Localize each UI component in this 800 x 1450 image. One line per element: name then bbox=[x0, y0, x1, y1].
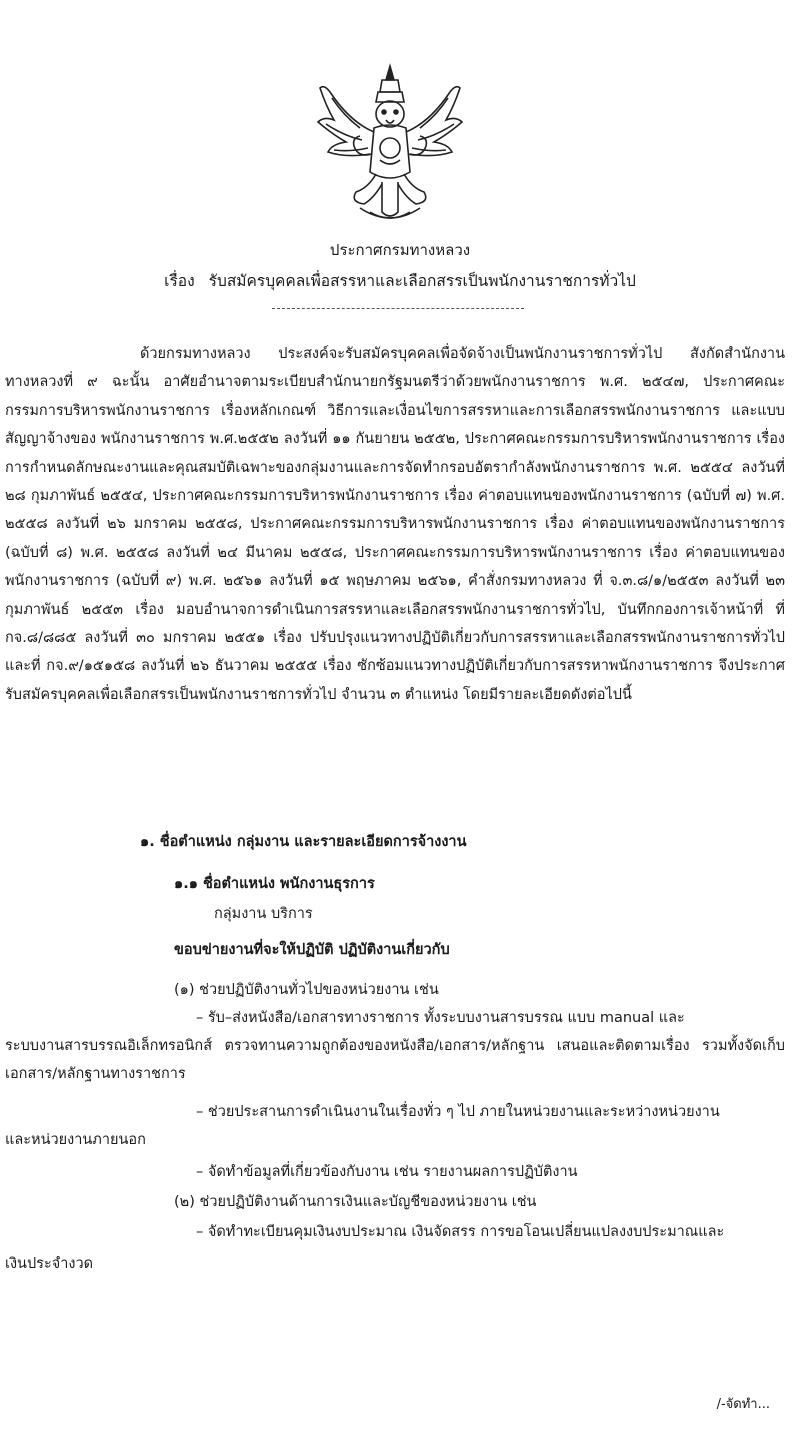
intro-paragraph bbox=[5, 340, 785, 709]
garuda-emblem-icon bbox=[310, 62, 470, 227]
item1-bullet1-rest: ระบบงานสารบรรณอิเล็กทรอนิกส์ ตรวจทานความถูกต้องของหนังสือ/เอกสาร/หลักฐาน เสนอและติดตามเรื่อง รวมทั้งจัดเก็บเอกสาร/หลักฐานทางราชการ bbox=[5, 1038, 785, 1082]
intro-text: ด้วยกรมทางหลวง ประสงค์จะรับสมัครบุคคลเพื่อจัดจ้างเป็นพนักงานราชการทั่วไป สังกัดสำนักงานทางหลวงที่ ๙ ฉะนั้น อาศัยอำนาจตามระเบียบสำนักนายกรัฐมนตรีว่าด้วยพนักงานราชการ พ.ศ. ๒๕๔๗, ประกาศคณะกรรมการบริหารพนักงานราชการ เรื่องหลักเกณฑ์ วิธีการและเงื่อนไขการสรรหาและการเลือกสรรพนักงานราชการ และแบบสัญญาจ้างของ พนักงานราชการ พ.ศ.๒๕๕๒ ลงวันที่ ๑๑ กันยายน ๒๕๕๒, ประกาศคณะกรรมการบริหารพนักงานราชการ เรื่อง การกำหนดลักษณะงานและคุณสมบัติเฉพาะของกลุ่มงานและการจัดทำกรอบอัตรากำลังพนักงานราชการ พ.ศ. ๒๕๕๔ ลงวันที่ ๒๘ กุมภาพันธ์ ๒๕๕๔, ประกาศคณะกรรมการบริหารพนักงานราชการ เรื่อง ค่าตอบแทนของพนักงานราชการ (ฉบับที่ ๗) พ.ศ. ๒๕๕๘ ลงวันที่ ๒๖ มกราคม ๒๕๕๘, ประกาศคณะกรรมการบริหารพนักงานราชการ เรื่อง ค่าตอบแทนของพนักงานราชการ (ฉบับที่ ๘) พ.ศ. ๒๕๕๘ ลงวันที่ ๒๔ มีนาคม ๒๕๕๘, ประกาศคณะกรรมการบริหารพนักงานราชการ เรื่อง ค่าตอบแทนของพนักงานราชการ (ฉบับที่ ๙) พ.ศ. ๒๕๖๑ ลงวันที่ ๑๕ พฤษภาคม ๒๕๖๑, คำสั่งกรมทางหลวง ที่ จ.๓.๘/๑/๒๕๕๓ ลงวันที่ ๒๓ กุมภาพันธ์ ๒๕๕๓ เรื่อง มอบอำนาจการดำเนินการสรรหาและเลือกสรรพนักงานราชการทั่วไป, บันทึกกองการเจ้าหน้าที่ ที่ กจ.๘/๘๘๕ ลงวันที่ ๓๐ มกราคม ๒๕๕๑ เรื่อง ปรับปรุงแนวทางปฏิบัติเกี่ยวกับการสรรหาและเลือกสรรพนักงานราชการทั่วไป และที่ กจ.๙/๑๕๑๕๘ ลงวันที่ ๒๖ ธันวาคม ๒๕๕๕ เรื่อง ซักซ้อมแนวทางปฏิบัติเกี่ยวกับการสรรหาพนักงานราชการ จึงประกาศรับสมัครบุคคลเพื่อเลือกสรรเป็นพนักงานราชการทั่วไป จำนวน ๓ ตำแหน่ง โดยมีรายละเอียดดังต่อไปนี้ bbox=[5, 346, 785, 703]
item1-bullet1-line1: – รับ–ส่งหนังสือ/เอกสารทางราชการ ทั้งระบบงานสารบรรณ แบบ manual และ bbox=[196, 1010, 685, 1026]
section1-heading: ๑. ชื่อตำแหน่ง กลุ่มงาน และรายละเอียดการจ้างงาน bbox=[140, 834, 467, 850]
item1-title: (๑) ช่วยปฏิบัติงานทั่วไปของหน่วยงาน เช่น bbox=[174, 982, 439, 998]
announcement-subject bbox=[0, 268, 800, 293]
section1-1-heading: ๑.๑ ชื่อตำแหน่ง พนักงานธุรการ bbox=[174, 876, 375, 892]
announcement-title: ประกาศกรมทางหลวง bbox=[329, 241, 471, 259]
item2-title: (๒) ช่วยปฏิบัติงานด้านการเงินและบัญชีของหน่วยงาน เช่น bbox=[174, 1194, 537, 1210]
subject-text: รับสมัครบุคคลเพื่อสรรหาและเลือกสรรเป็นพนักงานราชการทั่วไป bbox=[208, 272, 636, 290]
item2-bullet1-line1: – จัดทำทะเบียนคุมเงินงบประมาณ เงินจัดสรร การขอโอนเปลี่ยนแปลงงบประมาณและ bbox=[196, 1224, 725, 1240]
item1-bullet3: – จัดทำข้อมูลที่เกี่ยวข้องกับงาน เช่น รายงานผลการปฏิบัติงาน bbox=[196, 1164, 578, 1180]
subject-label: เรื่อง bbox=[164, 272, 195, 290]
title-divider bbox=[272, 308, 524, 309]
scope-heading: ขอบข่ายงานที่จะให้ปฏิบัติ ปฏิบัติงานเกี่ยวกับ bbox=[174, 942, 450, 958]
item1-bullet2-line2: และหน่วยงานภายนอก bbox=[5, 1132, 146, 1148]
item1-bullet2-line1: – ช่วยประสานการดำเนินงานในเรื่องทั่ว ๆ ไป ภายในหน่วยงานและระหว่างหน่วยงาน bbox=[196, 1104, 720, 1120]
group-label: กลุ่มงาน บริการ bbox=[214, 906, 313, 922]
continuation-marker: /-จัดทำ... bbox=[716, 1397, 770, 1412]
item2-bullet1-line2: เงินประจำงวด bbox=[5, 1256, 94, 1272]
